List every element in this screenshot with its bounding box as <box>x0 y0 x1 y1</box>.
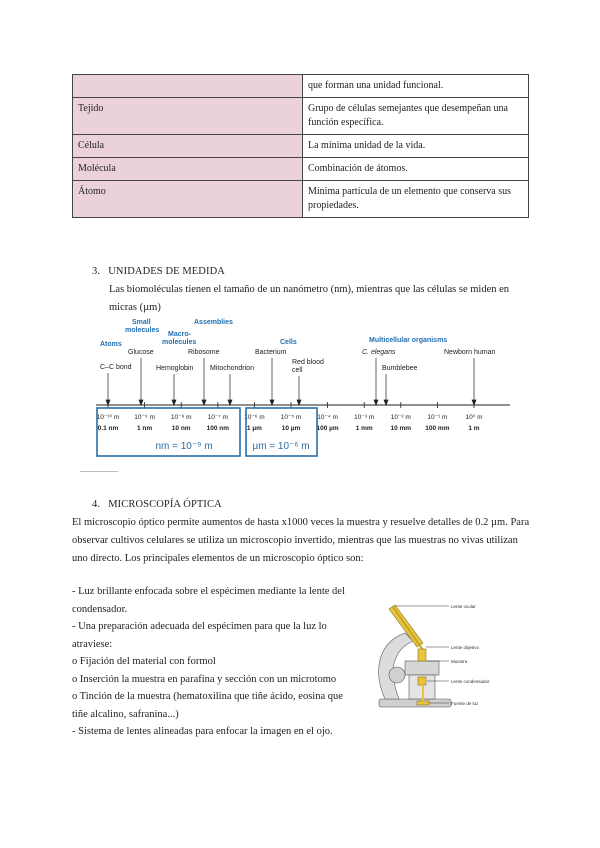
example-newborn-label: Newborn human <box>444 349 496 356</box>
section-3-text: Las biomoléculas tienen el tamaño de un nanómetro (nm), mientras que las células se miden en micras (µm) <box>109 284 510 313</box>
condenser-lens <box>418 677 426 685</box>
unit-labels <box>98 425 480 432</box>
table-row <box>73 98 529 135</box>
unit-label: 1 mm <box>355 425 373 432</box>
exponent-label: 10⁻³ m <box>354 414 375 421</box>
list-item: o Tinción de la muestra (hematoxilina que tiñe ácido, eosina que <box>72 691 343 702</box>
category-macromolecules-label-2: molecules <box>162 339 197 346</box>
label-eyepiece: Lente ocular <box>451 604 476 609</box>
divider <box>80 471 118 472</box>
unit-label: 10 nm <box>171 425 191 432</box>
example-glucose-label: Glucose <box>128 349 154 356</box>
exponent-label: 10⁻⁶ m <box>244 414 265 421</box>
section-4-heading: 4. MICROSCOPÍA ÓPTICA <box>92 499 222 510</box>
label-light-source: Fuente de luz <box>451 701 479 706</box>
category-atoms-label: Atoms <box>100 341 122 348</box>
term-cell: Átomo <box>73 181 303 218</box>
label-objective: Lente objetivo <box>451 645 480 650</box>
arrowhead <box>172 400 176 405</box>
example-mitochondrion-label: Mitochondrion <box>210 365 254 372</box>
objective-lens <box>418 649 426 661</box>
exponent-label: 10⁻² m <box>390 414 411 421</box>
unit-label: 100 mm <box>425 425 450 432</box>
example-ribosome-label: Ribosome <box>188 349 220 356</box>
label-condenser: Lente condensador <box>451 679 490 684</box>
exponent-label: 10⁻⁷ m <box>207 414 228 421</box>
category-assemblies-label: Assemblies <box>194 319 233 326</box>
category-small-molecules-label-1: Small <box>132 319 151 326</box>
table-row <box>73 135 529 158</box>
table-row <box>73 75 529 98</box>
term-cell <box>73 75 303 98</box>
um-equivalence-label: µm = 10⁻⁶ m <box>252 441 310 452</box>
list-item: tiñe alcalino, safranina...) <box>72 708 179 720</box>
table-row <box>73 181 529 218</box>
exponent-label: 10⁻¹⁰ m <box>96 414 120 421</box>
arrowhead <box>228 400 232 405</box>
unit-label: 100 µm <box>316 425 339 432</box>
label-sample: Muestra <box>451 659 468 664</box>
arrowhead <box>374 400 378 405</box>
unit-label: 1 µm <box>246 425 262 432</box>
exponent-label: 10⁻⁹ m <box>134 414 155 421</box>
exponent-labels <box>97 414 483 421</box>
term-cell: Célula <box>73 135 303 158</box>
size-scale-figure <box>96 316 516 458</box>
unit-label: 1 nm <box>137 425 153 432</box>
exponent-label: 10⁰ m <box>465 414 483 421</box>
list-item: atraviese: <box>72 638 113 650</box>
exponent-label: 10⁻⁵ m <box>280 414 302 421</box>
nm-equivalence-label: nm = 10⁻⁹ m <box>155 441 213 452</box>
definition-cell: que forman una unidad funcional. <box>303 75 529 98</box>
focus-knob <box>389 667 405 683</box>
list-item: o Fijación del material con formol <box>72 656 216 667</box>
list-item: - Sistema de lentes alineadas para enfocar la imagen en el ojo. <box>72 726 333 737</box>
exponent-label: 10⁻¹ m <box>427 414 448 421</box>
category-small-molecules-label-2: molecules <box>125 327 160 334</box>
example-cc-bond-label: C–C bond <box>100 364 132 371</box>
biological-levels-table <box>72 74 529 218</box>
arrowhead <box>270 400 274 405</box>
category-multicellular-label: Multicellular organisms <box>369 337 448 344</box>
light-source <box>417 701 429 705</box>
list-item: - Una preparación adecuada del espécimen para que la luz lo <box>72 621 327 632</box>
section-3-heading: 3. UNIDADES DE MEDIDA <box>92 266 225 277</box>
unit-label: 1 m <box>468 425 480 432</box>
example-hemoglobin-label: Hemoglobin <box>156 365 194 372</box>
table-row <box>73 158 529 181</box>
category-macromolecules-label-1: Macro- <box>168 331 191 338</box>
list-item: o Inserción la muestra en parafina y sección con un microtomo <box>72 673 337 685</box>
unit-label: 10 mm <box>390 425 412 432</box>
microscope-elements-list <box>72 583 362 741</box>
microscope-stage <box>405 661 439 675</box>
exponent-label: 10⁻⁴ m <box>317 414 338 421</box>
definition-cell: Grupo de células semejantes que desempeñan una función específica. <box>303 98 529 135</box>
category-cells-label: Cells <box>280 339 297 346</box>
definition-cell: Mínima partícula de un elemento que conserva sus propiedades. <box>303 181 529 218</box>
example-bacterium-label: Bacterium <box>255 349 287 356</box>
arrowhead <box>139 400 143 405</box>
arrowhead <box>384 400 388 405</box>
term-cell: Tejido <box>73 98 303 135</box>
unit-label: 100 nm <box>206 425 230 432</box>
list-item: - Luz brillante enfocada sobre el espécimen mediante la lente del <box>72 586 345 597</box>
example-red-blood-cell-label-2: cell <box>292 367 303 374</box>
definition-cell: La mínima unidad de la vida. <box>303 135 529 158</box>
section-4-text: El microscopio óptico permite aumentos de hasta x1000 veces la muestra y resuelve detalles de 0.2 µm. Para observar cultivos celulares se utiliza un microscopio invertido, mientras que las muestras no vivas utilizan uno directo. Los principales elementos de un microscopio óptico son: <box>72 517 530 564</box>
unit-label: 0.1 nm <box>97 425 119 432</box>
example-bumblebee-label: Bumblebee <box>382 365 418 372</box>
microscope-illustration <box>365 603 525 718</box>
unit-label: 10 µm <box>281 425 301 432</box>
term-cell: Molécula <box>73 158 303 181</box>
definition-cell: Combinación de átomos. <box>303 158 529 181</box>
arrowhead <box>297 400 301 405</box>
example-c-elegans-label: C. elegans <box>362 349 396 356</box>
exponent-label: 10⁻⁸ m <box>170 414 192 421</box>
list-item: condensador. <box>72 603 128 615</box>
arrowhead <box>202 400 206 405</box>
example-red-blood-cell-label-1: Red blood <box>292 359 324 366</box>
